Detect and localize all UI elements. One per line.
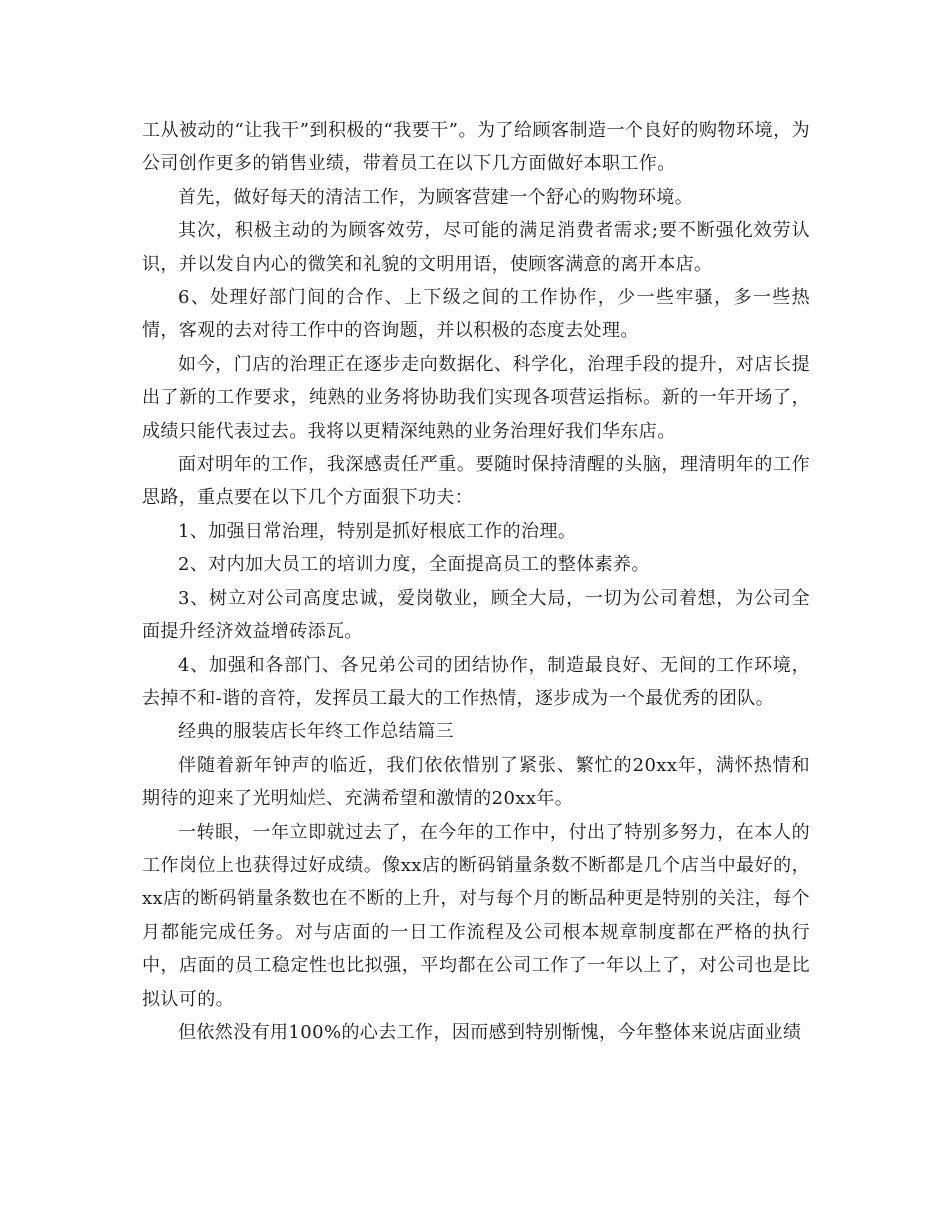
paragraph-9: 但依然没有用100%的心去工作，因而感到特别惭愧，今年整体来说店面业绩 <box>178 1021 802 1043</box>
paragraph-8: 一转眼，一年立即就过去了，在今年的工作中，付出了特别多努力，在本人的工作岗位上也获得过好成绩。像xx店的断码销量条数不断都是几个店当中最好的，xx店的断码销量条数也在不断的上升，对与每个月的断品种更是特别的关注，每个月都能完成任务。对与店面的一日工作流程及公司根本规章制度都在严格的执行中，店面的员工稳定性也比拟强，平均都在公司工作了一年以上了，对公司也是比拟认可的。 <box>142 821 810 1010</box>
list-item-1: 1、加强日常治理，特别是抓好根底工作的治理。 <box>178 520 577 542</box>
section-heading: 经典的服装店长年终工作总结篇三 <box>178 721 454 743</box>
paragraph-2: 首先，做好每天的清洁工作，为顾客营建一个舒心的购物环境。 <box>178 186 694 208</box>
paragraph-1: 工从被动的“让我干”到积极的“我要干”。为了给顾客制造一个良好的购物环境，为公司创作更多的销售业绩，带着员工在以下几方面做好本职工作。 <box>142 120 810 175</box>
list-item-3: 3、树立对公司高度忠诚，爱岗敬业，顾全大局，一切为公司着想，为公司全面提升经济效益增砖添瓦。 <box>142 587 810 643</box>
list-item-4: 4、加强和各部门、各兄弟公司的团结协作，制造最良好、无间的工作环境，去掉不和-谐的音符，发挥员工最大的工作热情，逐步成为一个最优秀的团队。 <box>142 654 810 709</box>
paragraph-5: 如今，门店的治理正在逐步走向数据化、科学化，治理手段的提升，对店长提出了新的工作要求，纯熟的业务将协助我们实现各项营运指标。新的一年开场了，成绩只能代表过去。我将以更精深纯熟的业务治理好我们华东店。 <box>142 353 810 442</box>
paragraph-6: 面对明年的工作，我深感责任严重。要随时保持清醒的头脑，理清明年的工作思路，重点要在以下几个方面狠下功夫： <box>142 454 810 509</box>
list-item-2: 2、对内加大员工的培训力度，全面提高员工的整体素养。 <box>178 554 650 576</box>
paragraph-4: 6、处理好部门间的合作、上下级之间的工作协作，少一些牢骚，多一些热情，客观的去对待工作中的咨询题，并以积极的态度去处理。 <box>142 287 810 342</box>
paragraph-7: 伴随着新年钟声的临近，我们依依惜别了紧张、繁忙的20xx年，满怀热情和期待的迎来了光明灿烂、充满希望和激情的20xx年。 <box>142 754 810 810</box>
paragraph-3: 其次，积极主动的为顾客效劳，尽可能的满足消费者需求;要不断强化效劳认识，并以发自内心的微笑和礼貌的文明用语，使顾客满意的离开本店。 <box>142 220 810 275</box>
